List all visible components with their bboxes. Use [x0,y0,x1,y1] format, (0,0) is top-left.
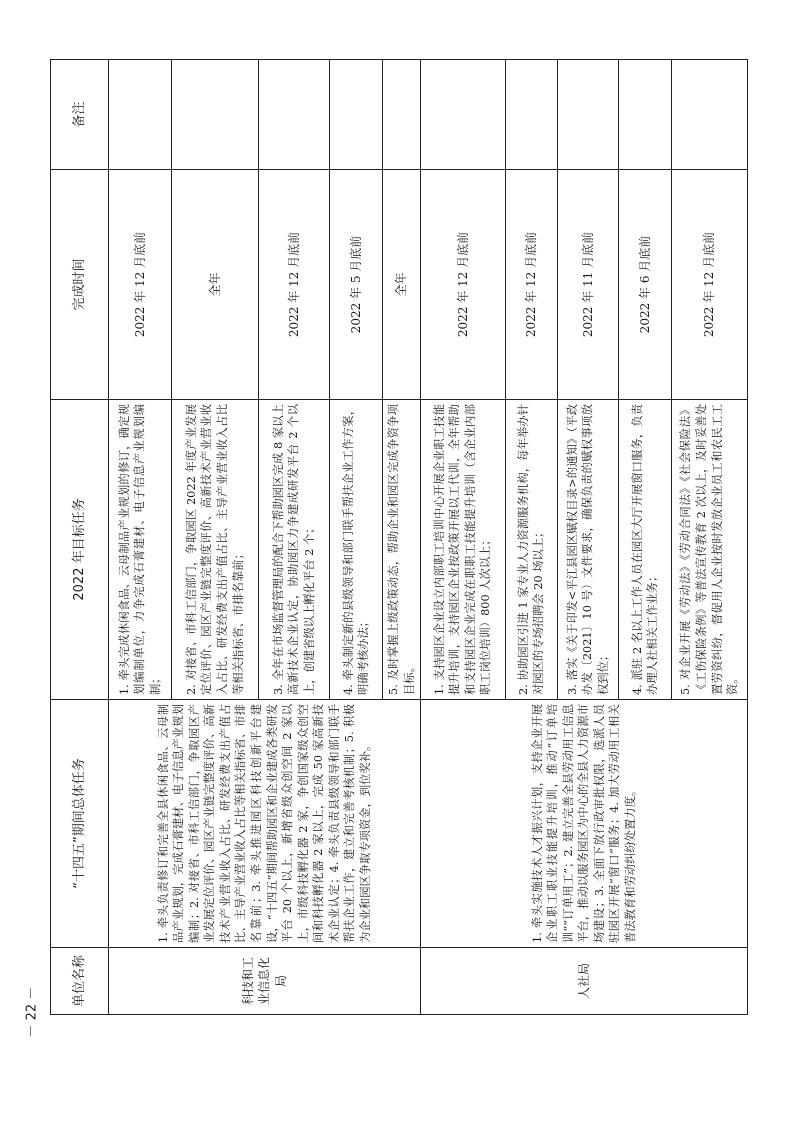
remark [383,60,421,170]
goal-text: 4. 派驻 2 名以上工作人员在园区大厅开展窗口服务，负责办理人社相关工作业务； [619,400,672,700]
remark [619,60,672,170]
deadline: 2022 年 12 月底前 [421,170,505,400]
deadline: 2022 年 12 月底前 [672,170,748,400]
remark [505,60,558,170]
remark [558,60,619,170]
deadline: 2022 年 5 月底前 [330,170,383,400]
remark [672,60,748,170]
deadline: 2022 年 12 月底前 [505,170,558,400]
goal-text: 5. 及时掌握上级政策动态，帮助企业和园区完成争资争项目标。 [383,400,421,700]
goal-text: 3. 全年在市场监督管理局的配合下帮助园区完成 8 家以上高新技术企业认定，协助园区力争建成研发平台 2 个以上，创建省级以上孵化平台 2 个； [258,400,330,700]
remark [258,60,330,170]
header-remark: 备注 [51,60,109,170]
deadline: 2022 年 11 月底前 [558,170,619,400]
plan-task: 1. 牵头负责修订和完善全县休闲食品、云母制品产业规划，完成石膏建材、电子信息产业规划编制；2. 对接省、市科工信部门，争取园区产业发展定位评价、园区产业链完整度评价、高新技术产业营业收入占比、研发经费支出产值占比、主导产业营业收入占比等相关指标省、市排名靠前；3. 牵头推进园区科技创新平台建设，“十四五”期间帮助园区和企业建成各类研发平台 20 个以上，新增省级众创空间 2 家以上，市级科技孵化器 2 家，争创国家级众创空间和科技孵化器 2 家以上，完成 50 家高新技术企业认定；4. 牵头负责县级领导和部门联手帮扶企业工作，建立和完善考核机制；5. 积极为企业和园区争取专项资金，到位奖补。 [109,700,421,948]
unit-name: 人社局 [421,948,748,1015]
table-row [109,60,172,1015]
deadline: 全年 [383,170,421,400]
remark [421,60,505,170]
plan-task: 1. 牵头实施技术人才振兴计划，支持企业开展企业职工职业技能提升培训，推动“订单培训”“订单用工”；2. 建立完善全县劳动用工信息平台，推动以服务园区为中心的全县人力资源市场建设；3. 全面下放行政审批权限，选派人员驻园区开展“窗口”服务；4. 加大劳动用工相关普法教育和劳动纠纷处置力度。 [421,700,748,948]
goal-text: 2. 协助园区引进 1 家专业人力资源服务机构，每年举办针对园区的专场招聘会 20 场以上； [505,400,558,700]
task-table [50,59,748,1015]
deadline: 全年 [172,170,258,400]
table-row [421,60,505,1015]
goal-text: 1. 支持园区企业设立内部职工培训中心开展企业职工技能提升培训，支持园区企业按政策开展以工代训，全年帮助和支持园区企业完成在职职工技能提升培训（含企业内部职工岗位培训）800 人次以上； [421,400,505,700]
goal-text: 5. 对企业开展《劳动法》《劳动合同法》《社会保险法》《工伤保险条例》等普法宣传教育 2 次以上，及时妥善处置劳资纠纷，督促用人企业按时发放企业员工和农民工工资。 [672,400,748,700]
header-deadline: 完成时间 [51,170,109,400]
page-number: － 22 － [24,986,40,1038]
remark [172,60,258,170]
unit-name: 科技和工业信息化局 [109,948,421,1015]
remark [330,60,383,170]
remark [109,60,172,170]
goal-text: 4. 牵头制定新的县级领导和部门联手帮扶企业工作方案，明确考核办法； [330,400,383,700]
deadline: 2022 年 6 月底前 [619,170,672,400]
goal-text: 3. 落实《关于印发<平江县园区赋权目录>的通知》（平政办发〔2021〕10 号）文件要求，确保负责的赋权事项放权到位； [558,400,619,700]
header-goals: 2022 年目标任务 [51,400,109,700]
rotated-table-sheet [50,60,748,1015]
header-row [51,60,109,1015]
header-plan: “十四五”期间总体任务 [51,700,109,948]
deadline: 2022 年 12 月底前 [258,170,330,400]
deadline: 2022 年 12 月底前 [109,170,172,400]
header-unit: 单位名称 [51,948,109,1015]
goal-text: 1. 牵头完成休闲食品、云母制品产业规划的修订，确定规划编制单位，力争完成石膏建材、电子信息产业规划编制； [109,400,172,700]
goal-text: 2. 对接省、市科工信部门，争取园区 2022 年度产业发展定位评价、园区产业链完整度评价、高新技术产业营业收入占比、研发经费支出产值占比、主导产业营业收入占比等相关指标省、市排名靠前； [172,400,258,700]
